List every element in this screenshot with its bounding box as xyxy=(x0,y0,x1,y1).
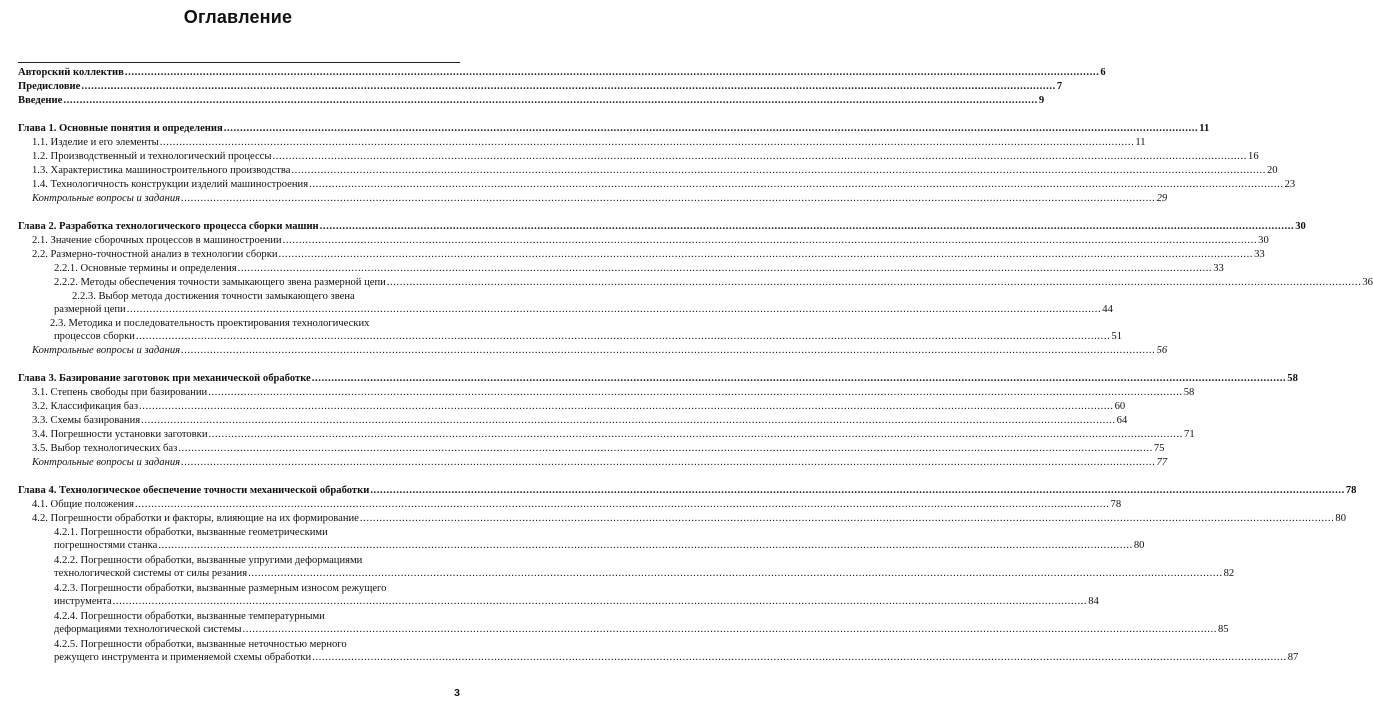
page-number: 3 xyxy=(454,687,460,699)
toc-entry-ch3-questions[interactable]: Контрольные вопросы и задания ..... 77 xyxy=(32,458,460,469)
toc-entry-ch1-questions[interactable]: Контрольные вопросы и задания ..... 29 xyxy=(32,194,460,205)
toc-entry-ch2-questions[interactable]: Контрольные вопросы и задания ..... 56 xyxy=(32,346,460,357)
toc-entry-2-1[interactable]: 2.1. Значение сборочных процессов в машиностроении ..... 30 xyxy=(32,236,460,247)
toc-entry-4-2-2-line1[interactable]: 4.2.2. Погрешности обработки, вызванные упругими деформациями xyxy=(54,555,363,566)
toc-entry-2-2-2[interactable]: 2.2.2. Методы обеспечения точности замыкающего звена размерной цепи ..... 36 xyxy=(54,278,460,289)
toc-entry-4-2-4[interactable]: деформациями технологической системы ..... 85 xyxy=(54,625,460,636)
toc-chapter-1[interactable]: Глава 1. Основные понятия и определения ..... 11 xyxy=(18,124,460,135)
page-title: Оглавление xyxy=(183,7,293,27)
toc-entry-authors[interactable]: Авторский коллектив ..... 6 xyxy=(18,68,460,79)
toc-entry-1-2[interactable]: 1.2. Производственный и технологический процессы ..... 16 xyxy=(32,152,460,163)
toc-chapter-2[interactable]: Глава 2. Разработка технологического процесса сборки машин ..... 30 xyxy=(18,222,460,233)
toc-entry-4-2-5-line1[interactable]: 4.2.5. Погрешности обработки, вызванные неточностью мерного xyxy=(54,639,347,650)
toc-entry-4-2-2[interactable]: технологической системы от силы резания ..... 82 xyxy=(54,569,460,580)
toc-entry-1-3[interactable]: 1.3. Характеристика машиностроительного производства ..... 20 xyxy=(32,166,460,177)
toc-entry-4-2[interactable]: 4.2. Погрешности обработки и факторы, влияющие на их формирование ..... 80 xyxy=(32,514,460,525)
toc-entry-2-2-3[interactable]: размерной цепи ..... 44 xyxy=(54,305,460,316)
toc-entry-introduction[interactable]: Введение ..... 9 xyxy=(18,96,460,107)
toc-entry-4-2-1-line1[interactable]: 4.2.1. Погрешности обработки, вызванные геометрическими xyxy=(54,527,328,538)
toc-entry-4-2-4-line1[interactable]: 4.2.4. Погрешности обработки, вызванные температурными xyxy=(54,611,325,622)
toc-entry-4-2-5[interactable]: режущего инструмента и применяемой схемы обработки ..... 87 xyxy=(54,653,460,664)
toc-entry-3-5[interactable]: 3.5. Выбор технологических баз ..... 75 xyxy=(32,444,460,455)
toc-chapter-3[interactable]: Глава 3. Базирование заготовок при механической обработке ..... 58 xyxy=(18,374,460,385)
toc-entry-1-1[interactable]: 1.1. Изделие и его элементы ..... 11 xyxy=(32,138,460,149)
toc-entry-3-2[interactable]: 3.2. Классификация баз ..... 60 xyxy=(32,402,460,413)
toc-entry-1-4[interactable]: 1.4. Технологичность конструкции изделий машиностроения ..... 23 xyxy=(32,180,460,191)
toc-entry-3-1[interactable]: 3.1. Степень свободы при базировании ..... 58 xyxy=(32,388,460,399)
toc-entry-4-2-3[interactable]: инструмента ..... 84 xyxy=(54,597,460,608)
toc-entry-2-2[interactable]: 2.2. Размерно-точностной анализ в технологии сборки ..... 33 xyxy=(32,250,460,261)
divider xyxy=(18,62,460,63)
toc-entry-2-2-3-line1[interactable]: 2.2.3. Выбор метода достижения точности замыкающего звена xyxy=(72,291,355,302)
toc-entry-2-3-line1[interactable]: 2.3. Методика и последовательность проектирования технологических xyxy=(50,318,370,329)
toc-entry-3-3[interactable]: 3.3. Схемы базирования ..... 64 xyxy=(32,416,460,427)
toc-entry-4-1[interactable]: 4.1. Общие положения ..... 78 xyxy=(32,500,460,511)
toc-entry-2-3[interactable]: процессов сборки ..... 51 xyxy=(54,332,460,343)
toc-entry-preface[interactable]: Предисловие ..... 7 xyxy=(18,82,460,93)
toc-entry-3-4[interactable]: 3.4. Погрешности установки заготовки ..... 71 xyxy=(32,430,460,441)
toc-entry-4-2-3-line1[interactable]: 4.2.3. Погрешности обработки, вызванные размерным износом режущего xyxy=(54,583,387,594)
toc-entry-4-2-1[interactable]: погрешностями станка ..... 80 xyxy=(54,541,460,552)
toc-chapter-4[interactable]: Глава 4. Технологическое обеспечение точности механической обработки ..... 78 xyxy=(18,486,460,497)
toc-entry-2-2-1[interactable]: 2.2.1. Основные термины и определения ..... 33 xyxy=(54,264,460,275)
